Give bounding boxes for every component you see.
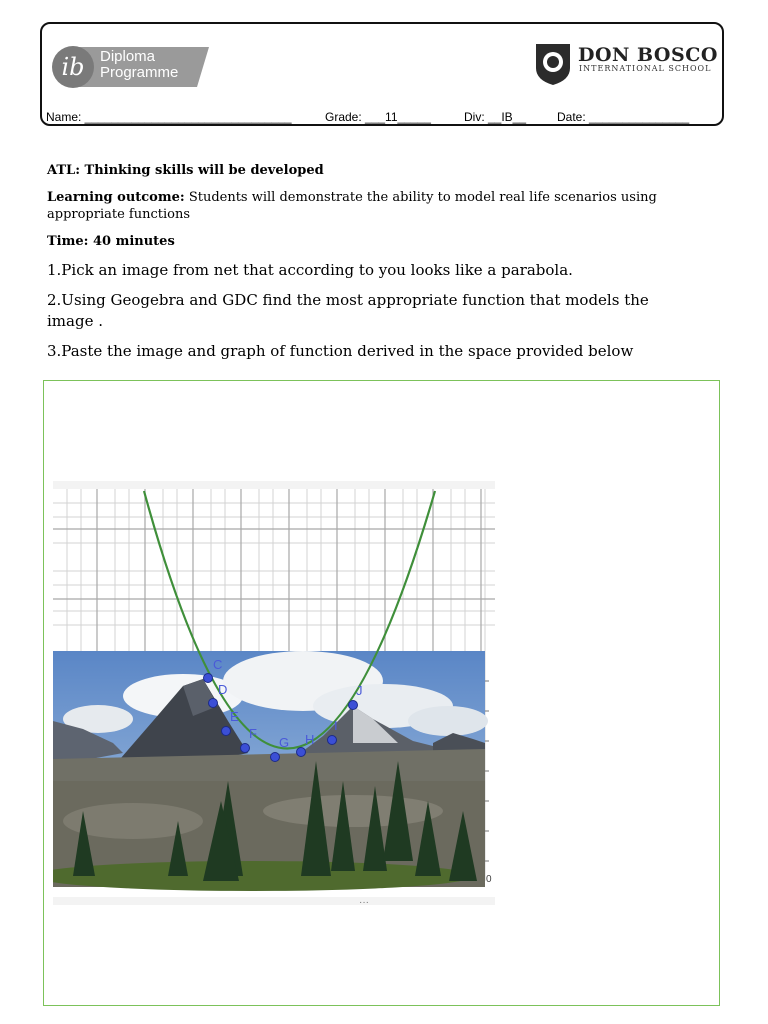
- point-f: [241, 744, 250, 753]
- time-line: Time: 40 minutes: [47, 234, 175, 249]
- label-e: E: [230, 709, 239, 724]
- question-3: 3.Paste the image and graph of function derived in the space provided below: [47, 342, 634, 360]
- question-2: 2.Using Geogebra and GDC find the most appropriate function that models the image .: [47, 291, 649, 330]
- ib-logo-line2: Programme: [100, 64, 179, 81]
- point-j: [349, 701, 358, 710]
- point-i: [328, 736, 337, 745]
- label-j: J: [356, 683, 363, 698]
- outcome-label: Learning outcome:: [47, 190, 185, 205]
- point-d: [209, 699, 218, 708]
- school-name: DON BOSCO: [578, 44, 718, 66]
- outcome-text: Students will demonstrate the ability to model real life scenarios using appropriate functions: [47, 190, 657, 222]
- label-g: G: [279, 735, 290, 750]
- geogebra-parabola-image: [53, 481, 495, 905]
- origin-label: 0: [486, 874, 492, 885]
- label-f: F: [249, 726, 257, 741]
- label-c: C: [213, 657, 223, 672]
- school-subtitle: INTERNATIONAL SCHOOL: [579, 64, 712, 73]
- label-i: I: [334, 718, 338, 733]
- div-field[interactable]: Div: __IB__: [464, 110, 527, 124]
- atl-line: ATL: Thinking skills will be developed: [47, 163, 324, 178]
- point-g: [271, 753, 280, 762]
- svg-text:···: ···: [359, 897, 369, 905]
- name-field[interactable]: Name: _______________________________: [46, 110, 292, 124]
- ib-logo-text: [100, 49, 178, 81]
- question-1: 1.Pick an image from net that according to you looks like a parabola.: [47, 261, 573, 279]
- point-h: [297, 748, 306, 757]
- label-h: H: [305, 732, 315, 747]
- grade-field[interactable]: Grade: ___11_____: [325, 110, 431, 124]
- learning-outcome: [47, 189, 687, 223]
- don-bosco-crest-icon: [534, 42, 572, 86]
- point-e: [222, 727, 231, 736]
- date-field[interactable]: Date: _______________: [557, 110, 690, 124]
- point-c: [204, 674, 213, 683]
- svg-text:ib: ib: [61, 53, 85, 81]
- ib-logo-line1: Diploma: [100, 48, 156, 65]
- mountain-photo: [53, 651, 488, 891]
- label-d: D: [218, 682, 228, 697]
